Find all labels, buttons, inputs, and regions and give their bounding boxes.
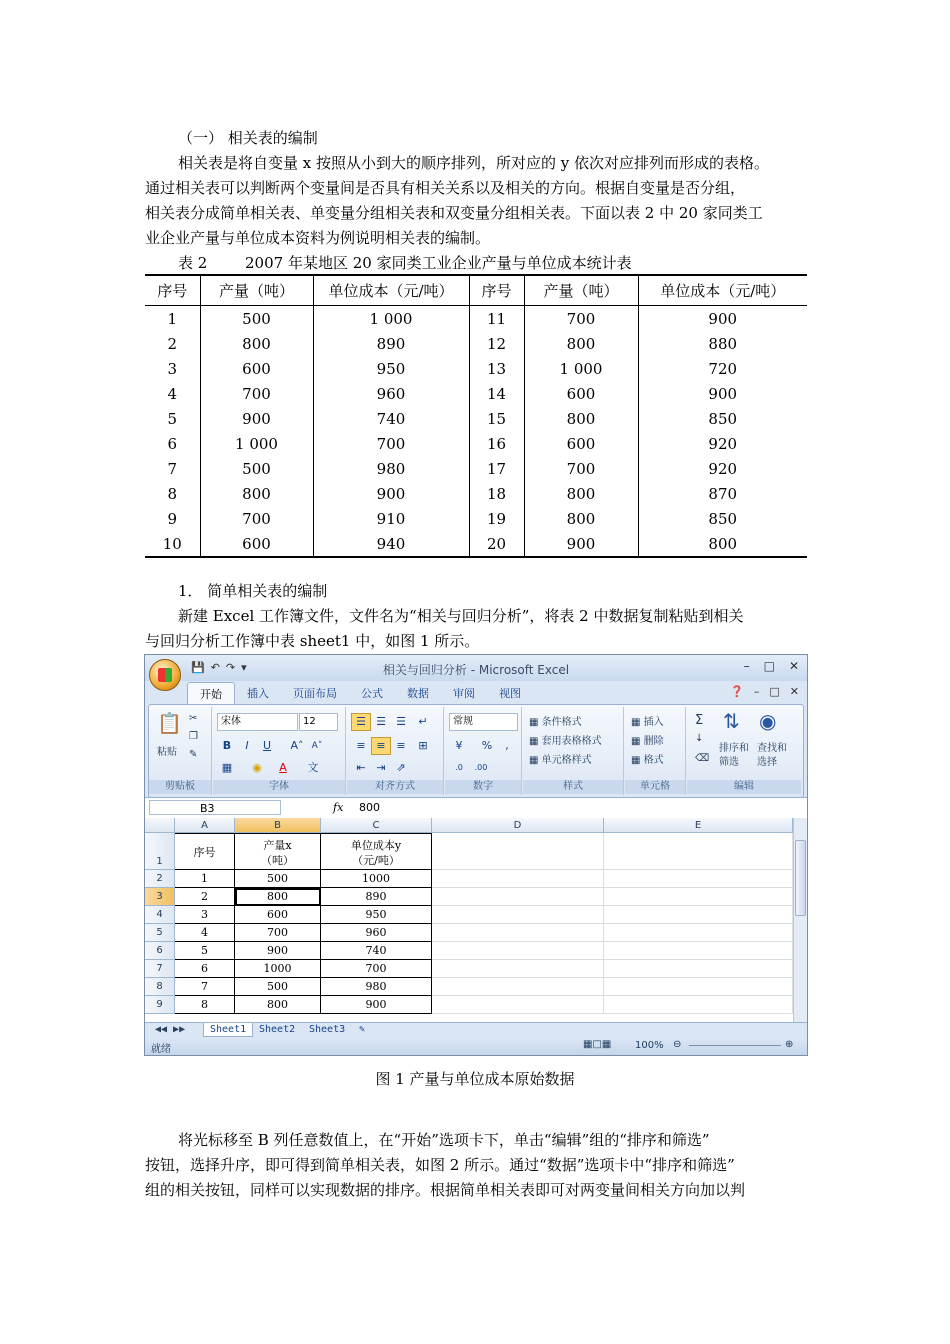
align-right-icon[interactable]: ≡ xyxy=(396,739,406,752)
data-cell[interactable]: 7 xyxy=(175,978,235,996)
doc-minimize-icon[interactable]: – xyxy=(753,685,760,698)
table-label: 表 2 xyxy=(178,254,208,272)
sub-line-1: 新建 Excel 工作簿文件，文件名为“相关与回归分析”，将表 2 中数据复制粘贴到相关 xyxy=(178,607,744,625)
row-header[interactable]: 6 xyxy=(145,942,175,960)
zoom-slider[interactable] xyxy=(689,1045,781,1046)
column-header[interactable]: B xyxy=(235,818,321,833)
header-cell[interactable] xyxy=(321,833,432,870)
number-label: 数字 xyxy=(445,780,521,794)
formula-input[interactable]: 800 xyxy=(359,801,380,814)
increase-indent-icon[interactable]: ⇥ xyxy=(376,761,386,774)
data-cell[interactable]: 900 xyxy=(235,942,321,960)
sheet-tab-1[interactable]: Sheet1 xyxy=(203,1023,253,1037)
table-cell: 600 xyxy=(524,381,638,406)
column-header[interactable]: D xyxy=(432,818,604,833)
vertical-scrollbar[interactable] xyxy=(793,818,808,1022)
header-unit: （吨） xyxy=(261,854,294,867)
copy-icon[interactable]: ❐ xyxy=(189,731,198,742)
minimize-icon[interactable]: – xyxy=(743,659,750,673)
table-header: 序号 xyxy=(469,275,524,306)
styles-group xyxy=(523,707,624,795)
delete-cells-label: 删除 xyxy=(643,736,664,747)
sheet-tab-bar xyxy=(145,1022,807,1037)
number-format-select[interactable]: 常规 xyxy=(449,713,518,731)
table-cell: 700 xyxy=(524,456,638,481)
tab-page-layout[interactable]: 页面布局 xyxy=(293,687,337,700)
increase-decimal-icon[interactable]: .0 xyxy=(455,763,463,772)
table-cell: 700 xyxy=(200,381,313,406)
data-cell[interactable]: 1000 xyxy=(321,870,432,888)
table-cell: 18 xyxy=(469,481,524,506)
office-button[interactable] xyxy=(149,659,181,691)
window-title: 相关与回归分析 - Microsoft Excel xyxy=(382,663,570,677)
row-header[interactable]: 9 xyxy=(145,996,175,1014)
tab-formulas[interactable]: 公式 xyxy=(361,687,383,700)
autosum-icon[interactable]: Σ xyxy=(695,713,704,728)
customize-icon[interactable]: ▾ xyxy=(241,661,247,674)
table-cell: 14 xyxy=(469,381,524,406)
table-cell: 900 xyxy=(524,531,638,557)
cells-label: 单元格 xyxy=(625,780,685,794)
data-cell[interactable]: 700 xyxy=(321,960,432,978)
table-row xyxy=(145,406,807,431)
bold-button[interactable]: B xyxy=(222,739,232,752)
intro-line-2: 通过相关表可以判断两个变量间是否具有相关关系以及相关的方向。根据自变量是否分组， xyxy=(145,179,746,197)
closing-line-2: 按钮，选择升序，即可得到简单相关表，如图 2 所示。通过“数据”选项卡中“排序和筛选” xyxy=(145,1156,735,1174)
conditional-format-label: 条件格式 xyxy=(541,717,582,728)
table-cell: 900 xyxy=(313,481,469,506)
table-cell: 920 xyxy=(708,459,738,478)
header-unit: （元/吨） xyxy=(352,854,400,867)
wrap-text-icon[interactable]: ↵ xyxy=(418,715,428,728)
currency-icon[interactable]: ¥ xyxy=(455,739,463,752)
empty-cell[interactable] xyxy=(432,978,604,996)
table-cell: 900 xyxy=(708,309,738,328)
alignment-label: 对齐方式 xyxy=(347,780,443,794)
empty-cell[interactable] xyxy=(432,924,604,942)
empty-cell[interactable] xyxy=(604,942,793,960)
table-cell: 1 000 xyxy=(200,431,313,456)
orientation-icon[interactable]: ⇗ xyxy=(396,761,406,774)
row-header[interactable]: 4 xyxy=(145,906,175,924)
table-format-label: 套用表格格式 xyxy=(541,736,602,747)
font-size-select[interactable]: 12 xyxy=(299,713,338,731)
empty-cell[interactable] xyxy=(432,906,604,924)
closing-line-1: 将光标移至 B 列任意数值上，在“开始”选项卡下，单击“编辑”组的“排序和筛选” xyxy=(178,1131,710,1149)
row-header[interactable]: 8 xyxy=(145,978,175,996)
shrink-font-button[interactable]: A˅ xyxy=(311,741,323,751)
empty-cell[interactable] xyxy=(604,906,793,924)
clipboard-label: 剪贴板 xyxy=(149,780,211,794)
align-top-icon[interactable]: ☰ xyxy=(351,713,371,731)
closing-line-3: 组的相关按钮，同样可以实现数据的排序。根据简单相关表即可对两变量间相关方向加以判 xyxy=(145,1181,746,1199)
conditional-format-button[interactable]: ▦ 条件格式 xyxy=(529,717,582,728)
table-cell: 500 xyxy=(200,306,313,332)
zoom-level[interactable]: 100% xyxy=(635,1040,664,1051)
cell-style-button[interactable]: ▦ 单元格样式 xyxy=(529,755,592,766)
table-row xyxy=(145,381,807,406)
alignment-group xyxy=(347,707,444,795)
close-icon[interactable]: ✕ xyxy=(788,659,799,673)
ribbon-right-controls xyxy=(730,685,799,698)
redo-icon[interactable]: ↷ xyxy=(225,661,236,674)
data-cell[interactable]: 2 xyxy=(175,888,235,906)
empty-cell[interactable] xyxy=(432,996,604,1014)
data-cell[interactable]: 890 xyxy=(321,888,432,906)
table-cell: 720 xyxy=(708,359,738,378)
table-cell: 700 xyxy=(200,506,313,531)
table-cell: 15 xyxy=(469,406,524,431)
tab-view[interactable]: 视图 xyxy=(499,687,521,700)
excel-window xyxy=(144,654,808,1056)
table-cell: 910 xyxy=(313,506,469,531)
data-cell[interactable]: 500 xyxy=(235,870,321,888)
table-cell: 740 xyxy=(313,406,469,431)
table-row xyxy=(145,506,807,531)
sort-filter-label-2[interactable]: 筛选 xyxy=(719,757,739,768)
header-cell[interactable] xyxy=(235,833,321,870)
row-header[interactable]: 7 xyxy=(145,960,175,978)
align-center-icon[interactable]: ≡ xyxy=(371,737,391,755)
data-cell[interactable]: 980 xyxy=(321,978,432,996)
data-cell[interactable]: 4 xyxy=(175,924,235,942)
comma-icon[interactable]: , xyxy=(505,739,509,752)
table-cell: 1 000 xyxy=(313,306,469,332)
doc-close-icon[interactable]: ✕ xyxy=(789,685,799,698)
sub-line-2: 与回归分析工作簿中表 sheet1 中，如图 1 所示。 xyxy=(145,632,480,650)
table-cell: 600 xyxy=(524,431,638,456)
title-bar xyxy=(145,655,807,681)
table-cell: 800 xyxy=(524,331,638,356)
row-header[interactable]: 5 xyxy=(145,924,175,942)
data-cell[interactable]: 1000 xyxy=(235,960,321,978)
table-cell: 800 xyxy=(638,531,807,557)
table-cell: 800 xyxy=(200,481,313,506)
data-cell[interactable]: 3 xyxy=(175,906,235,924)
table-format-button[interactable]: ▦ 套用表格格式 xyxy=(529,736,602,747)
table-cell: 800 xyxy=(524,481,638,506)
editing-group xyxy=(687,707,801,795)
table-cell: 6 xyxy=(145,431,200,456)
align-middle-icon[interactable]: ☰ xyxy=(376,715,386,728)
select-all-corner[interactable] xyxy=(145,818,175,833)
empty-cell[interactable] xyxy=(604,960,793,978)
table-row xyxy=(145,306,807,332)
data-cell[interactable]: 5 xyxy=(175,942,235,960)
table-cell: 7 xyxy=(145,456,200,481)
format-painter-icon[interactable]: ✎ xyxy=(189,749,198,760)
status-text: 就绪 xyxy=(151,1044,171,1055)
empty-cell[interactable] xyxy=(432,960,604,978)
name-box[interactable]: B3 xyxy=(149,800,281,815)
font-group xyxy=(213,707,346,795)
table-header: 产量（吨） xyxy=(200,275,313,306)
table-cell: 700 xyxy=(313,431,469,456)
data-cell[interactable]: 950 xyxy=(321,906,432,924)
section-heading: （一） 相关表的编制 xyxy=(178,129,318,147)
table-cell: 920 xyxy=(708,434,738,453)
data-cell[interactable]: 600 xyxy=(235,906,321,924)
insert-cells-label: 插入 xyxy=(643,717,664,728)
table-cell: 870 xyxy=(708,484,738,503)
tab-review[interactable]: 审阅 xyxy=(453,687,475,700)
fill-color-icon[interactable]: ◉ xyxy=(252,761,262,774)
tab-data[interactable]: 数据 xyxy=(407,687,429,700)
table-cell: 1 000 xyxy=(524,356,638,381)
table-cell: 800 xyxy=(524,506,638,531)
table-header: 产量（吨） xyxy=(524,275,638,306)
empty-cell[interactable] xyxy=(604,870,793,888)
editing-label: 编辑 xyxy=(687,780,801,794)
font-label: 字体 xyxy=(213,780,345,794)
zoom-out-icon[interactable]: ⊖ xyxy=(673,1039,682,1050)
subsection-heading: 1． 简单相关表的编制 xyxy=(178,582,328,600)
data-cell[interactable]: 500 xyxy=(235,978,321,996)
table-row xyxy=(145,431,807,456)
ribbon-tabs xyxy=(187,682,533,704)
tab-home[interactable]: 开始 xyxy=(187,682,235,704)
insert-cells-button[interactable]: ▦ 插入 xyxy=(631,717,664,728)
row-header[interactable]: 1 xyxy=(145,833,175,870)
table-cell: 800 xyxy=(200,331,313,356)
underline-button[interactable]: U xyxy=(262,739,272,752)
clipboard-group xyxy=(149,707,212,795)
empty-cell[interactable] xyxy=(432,833,604,870)
sheet-nav-icon[interactable]: ◀◀ ▶▶ xyxy=(155,1024,186,1035)
table-cell: 10 xyxy=(145,531,200,557)
ribbon xyxy=(148,704,804,798)
table-cell: 900 xyxy=(200,406,313,431)
empty-cell[interactable] xyxy=(432,888,604,906)
table-cell: 3 xyxy=(145,356,200,381)
border-icon[interactable]: ▦ xyxy=(221,761,233,774)
table-cell: 17 xyxy=(469,456,524,481)
intro-line-3: 相关表分成简单相关表、单变量分组相关表和双变量分组相关表。下面以表 2 中 20 家同类工 xyxy=(145,204,763,222)
column-header[interactable]: E xyxy=(604,818,793,833)
table-row xyxy=(145,531,807,557)
table-cell: 940 xyxy=(313,531,469,557)
table-cell: 980 xyxy=(313,456,469,481)
italic-button[interactable]: I xyxy=(245,739,249,752)
data-cell[interactable]: 800 xyxy=(235,996,321,1014)
delete-cells-button[interactable]: ▦ 删除 xyxy=(631,736,664,747)
intro-line-1: 相关表是将自变量 x 按照从小到大的顺序排列，所对应的 y 依次对应排列而形成的表格。 xyxy=(178,154,770,172)
doc-restore-icon[interactable]: □ xyxy=(769,685,780,698)
table-cell: 20 xyxy=(469,531,524,557)
cut-icon[interactable]: ✂ xyxy=(189,713,198,724)
table-row xyxy=(145,481,807,506)
format-cells-label: 格式 xyxy=(643,755,664,766)
header-text: 产量x xyxy=(263,839,292,852)
zoom-in-icon[interactable]: ⊕ xyxy=(785,1039,794,1050)
paste-button[interactable]: 粘贴 xyxy=(157,747,177,758)
table-row xyxy=(145,456,807,481)
font-color-icon[interactable]: A xyxy=(279,761,287,774)
table-cell: 19 xyxy=(469,506,524,531)
empty-cell[interactable] xyxy=(604,888,793,906)
table-cell: 900 xyxy=(708,384,738,403)
table-header: 单位成本（元/吨） xyxy=(638,275,807,306)
intro-line-4: 业企业产量与单位成本资料为例说明相关表的编制。 xyxy=(145,229,491,247)
table-cell: 4 xyxy=(145,381,200,406)
save-icon[interactable]: 💾 xyxy=(191,661,205,674)
data-cell[interactable]: 800 xyxy=(235,888,321,906)
worksheet-grid[interactable] xyxy=(145,818,793,1022)
formula-bar xyxy=(145,797,807,819)
table-cell: 600 xyxy=(200,356,313,381)
merge-icon[interactable]: ⊞ xyxy=(418,739,428,752)
format-cells-button[interactable]: ▦ 格式 xyxy=(631,755,664,766)
table-cell: 500 xyxy=(200,456,313,481)
empty-cell[interactable] xyxy=(604,833,793,870)
align-left-icon[interactable]: ≡ xyxy=(356,739,366,752)
data-cell[interactable]: 1 xyxy=(175,870,235,888)
table-cell: 800 xyxy=(524,406,638,431)
undo-icon[interactable]: ↶ xyxy=(210,661,220,674)
table-cell: 700 xyxy=(524,306,638,332)
paste-icon[interactable]: 📋 xyxy=(157,711,182,735)
empty-cell[interactable] xyxy=(432,870,604,888)
fx-icon[interactable]: fx xyxy=(333,801,344,814)
table-header: 序号 xyxy=(145,275,200,306)
cell-style-label: 单元格样式 xyxy=(541,755,592,766)
table-cell: 960 xyxy=(313,381,469,406)
row-header[interactable]: 3 xyxy=(145,888,175,906)
table-row xyxy=(145,356,807,381)
clear-icon[interactable]: ⌫ xyxy=(695,753,710,764)
scroll-thumb[interactable] xyxy=(795,840,806,916)
table-cell: 880 xyxy=(708,334,738,353)
tab-insert[interactable]: 插入 xyxy=(247,687,269,700)
table-cell: 13 xyxy=(469,356,524,381)
figure-caption: 图 1 产量与单位成本原始数据 xyxy=(375,1070,575,1088)
table-cell: 12 xyxy=(469,331,524,356)
align-bottom-icon[interactable]: ☰ xyxy=(396,715,406,728)
new-sheet-icon[interactable]: ✎ xyxy=(359,1024,366,1035)
header-text: 单位成本y xyxy=(350,839,402,852)
sheet-tab-3[interactable]: Sheet3 xyxy=(309,1024,346,1035)
table-cell: 890 xyxy=(313,331,469,356)
table-cell: 16 xyxy=(469,431,524,456)
decrease-indent-icon[interactable]: ⇤ xyxy=(356,761,366,774)
data-cell[interactable]: 740 xyxy=(321,942,432,960)
header-cell-seq[interactable]: 序号 xyxy=(175,833,235,870)
table-cell: 11 xyxy=(469,306,524,332)
find-select-label-1[interactable]: 查找和 xyxy=(757,743,787,754)
data-cell[interactable]: 6 xyxy=(175,960,235,978)
find-select-label-2[interactable]: 选择 xyxy=(757,757,777,768)
data-cell[interactable]: 8 xyxy=(175,996,235,1014)
table-cell: 1 xyxy=(145,306,200,332)
view-buttons-icon[interactable]: ▦□▦ xyxy=(583,1039,612,1050)
styles-label: 样式 xyxy=(523,780,623,794)
table-cell: 600 xyxy=(200,531,313,557)
table-cell: 5 xyxy=(145,406,200,431)
restore-icon[interactable]: □ xyxy=(763,659,775,673)
binoculars-icon[interactable]: ◉ xyxy=(759,709,777,733)
table-cell: 8 xyxy=(145,481,200,506)
table-cell: 2 xyxy=(145,331,200,356)
window-controls xyxy=(744,659,799,673)
column-header[interactable]: A xyxy=(175,818,235,833)
sort-filter-label-1[interactable]: 排序和 xyxy=(719,743,749,754)
statistics-table xyxy=(145,274,807,558)
data-cell[interactable]: 960 xyxy=(321,924,432,942)
cells-group xyxy=(625,707,686,795)
row-header[interactable]: 2 xyxy=(145,870,175,888)
table-header-row xyxy=(145,275,807,306)
table-cell: 950 xyxy=(313,356,469,381)
percent-icon[interactable]: % xyxy=(481,739,493,752)
sort-filter-icon[interactable]: ⇅ xyxy=(723,709,740,733)
sheet-tab-2[interactable]: Sheet2 xyxy=(259,1024,296,1035)
table-cell: 850 xyxy=(708,409,738,428)
number-group xyxy=(445,707,522,795)
data-cell[interactable]: 700 xyxy=(235,924,321,942)
data-cell[interactable]: 900 xyxy=(321,996,432,1014)
table-row xyxy=(145,331,807,356)
table-cell: 9 xyxy=(145,506,200,531)
table-header: 单位成本（元/吨） xyxy=(313,275,469,306)
phonetic-icon[interactable]: 文 xyxy=(307,761,319,774)
empty-cell[interactable] xyxy=(432,942,604,960)
font-name-select[interactable]: 宋体 xyxy=(217,713,298,731)
empty-cell[interactable] xyxy=(604,978,793,996)
decrease-decimal-icon[interactable]: .00 xyxy=(474,763,488,772)
grow-font-button[interactable]: A˄ xyxy=(290,739,304,752)
empty-cell[interactable] xyxy=(604,924,793,942)
empty-cell[interactable] xyxy=(604,996,793,1014)
fill-icon[interactable]: ↓ xyxy=(695,733,704,744)
table-cell: 850 xyxy=(708,509,738,528)
column-header[interactable]: C xyxy=(321,818,432,833)
help-icon[interactable]: ❓ xyxy=(730,685,744,698)
status-bar xyxy=(145,1037,807,1055)
table-title: 2007 年某地区 20 家同类工业企业产量与单位成本统计表 xyxy=(245,254,632,272)
